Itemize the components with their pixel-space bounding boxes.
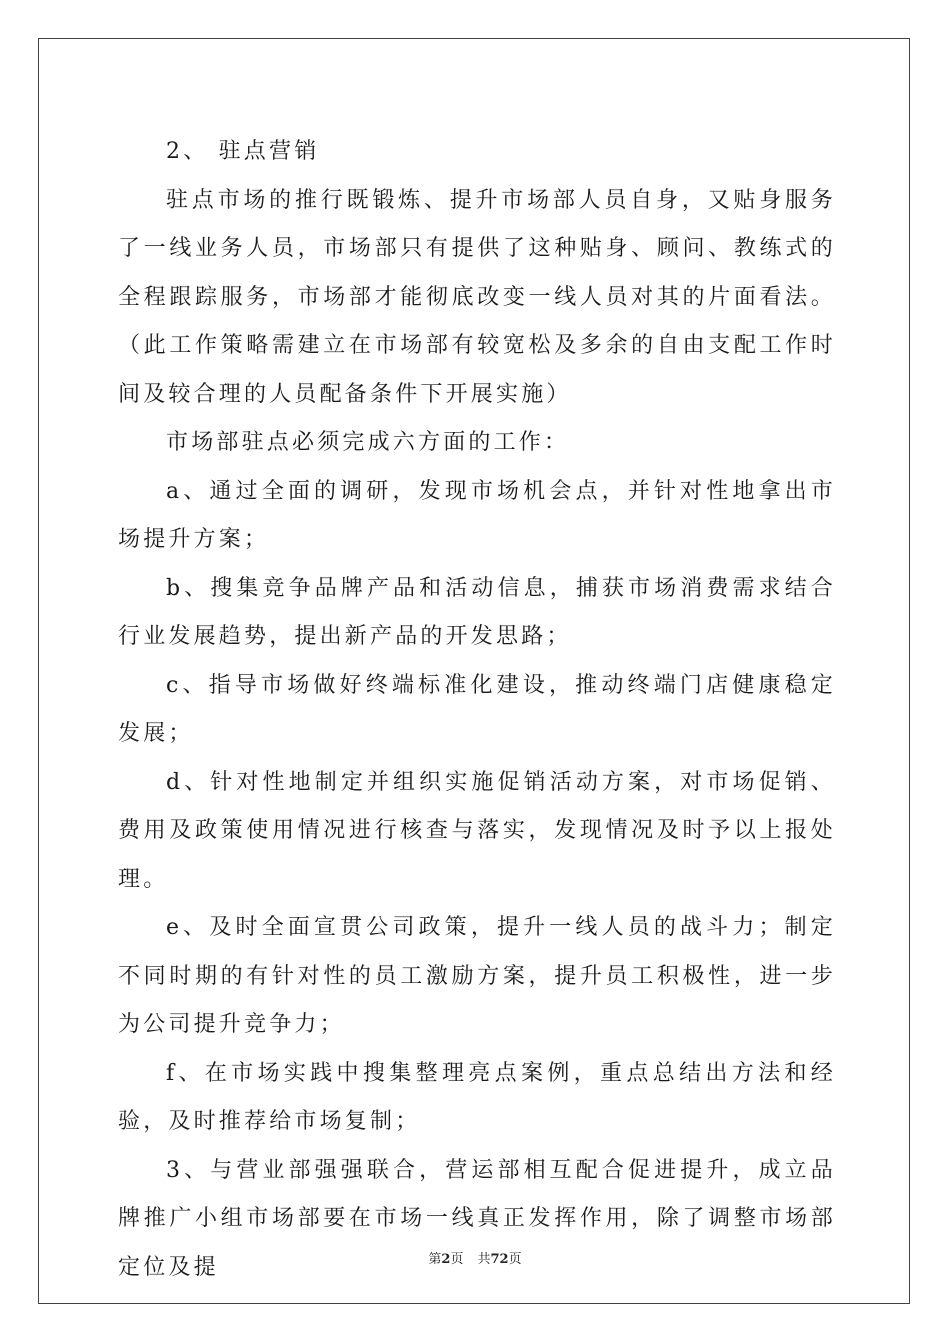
paragraph-heading-2: 2、 驻点营销 (166, 139, 320, 164)
page-prefix: 第 (428, 1252, 442, 1267)
list-item-b: b、搜集竞争品牌产品和活动信息，捕获市场消费需求结合行业发展趋势，提出新产品的开发思路； (118, 575, 836, 649)
page-suffix: 页 (450, 1252, 464, 1267)
document-body (118, 128, 836, 1292)
page-number: 2 (441, 1252, 451, 1267)
total-prefix: 共 (477, 1252, 491, 1267)
list-item-f: f、在市场实践中搜集整理亮点案例，重点总结出方法和经验，及时推荐给市场复制； (118, 1060, 836, 1134)
paragraph: 市场部驻点必须完成六方面的工作： (166, 430, 570, 455)
list-item-e: e、及时全面宣贯公司政策，提升一线人员的战斗力；制定不同时期的有针对性的员工激励方案，提升员工积极性，进一步为公司提升竞争力； (118, 915, 836, 1037)
paragraph: 驻点市场的推行既锻炼、提升市场部人员自身，又贴身服务了一线业务人员，市场部只有提供了这种贴身、顾问、教练式的全程跟踪服务，市场部才能彻底改变一线人员对其的片面看法。（此工作策略需建立在市场部有较宽松及多余的自由支配工作时间及较合理的人员配备条件下开展实施） (118, 187, 836, 407)
list-item-d: d、针对性地制定并组织实施促销活动方案，对市场促销、费用及政策使用情况进行核查与落实，发现情况及时予以上报处理。 (118, 769, 836, 892)
total-pages: 72 (490, 1252, 509, 1267)
paragraph-heading-3: 3、与营业部强强联合，营运部相互配合促进提升，成立品牌推广小组市场部要在市场一线真正发挥作用，除了调整市场部定位及提 (118, 1157, 836, 1280)
page-footer (0, 1248, 950, 1267)
list-item-a: a、通过全面的调研，发现市场机会点，并针对性地拿出市场提升方案； (118, 478, 836, 552)
list-item-c: c、指导市场做好终端标准化建设，推动终端门店健康稳定发展； (118, 672, 836, 746)
total-suffix: 页 (508, 1252, 522, 1267)
